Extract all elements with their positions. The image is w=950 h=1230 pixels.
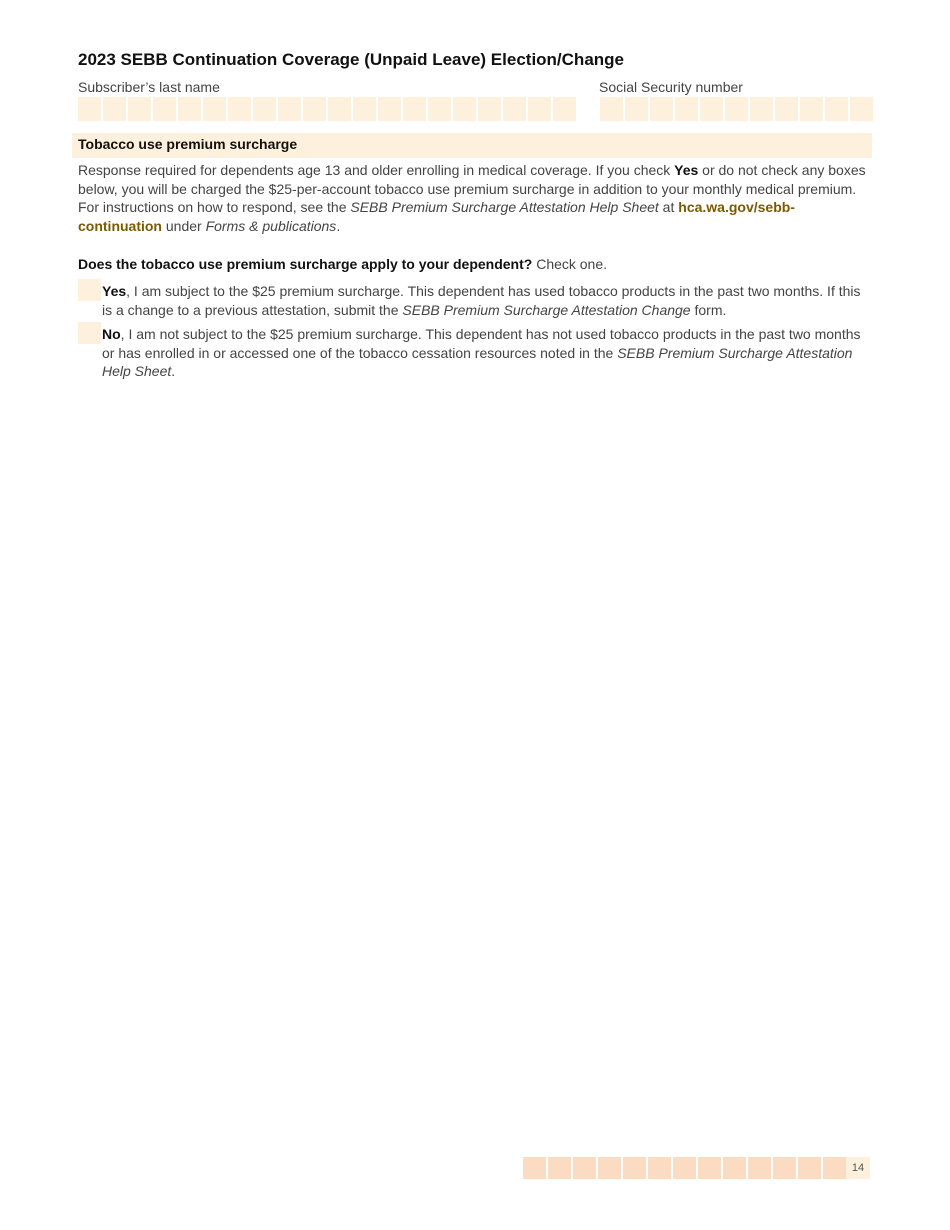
yes-checkbox[interactable] [78,279,101,301]
footer-code-box [823,1157,846,1179]
page-number: 14 [846,1157,870,1179]
last-name-char-box[interactable] [203,97,226,121]
yes-text-1: , I am subject to the $25 premium surcharge. This dependent has used tobacco products in the past two months. If this is a change to a previous attestation, submit the [102,283,861,318]
footer-code-box [523,1157,546,1179]
no-doc: SEBB Premium Surcharge Attestation Help Sheet [102,344,853,379]
yes-text [102,279,873,319]
last-name-char-box[interactable] [528,97,551,121]
footer-code-box [548,1157,571,1179]
last-name-char-box[interactable] [378,97,401,121]
last-name-label: Subscriber’s last name [78,79,220,95]
last-name-char-box[interactable] [328,97,351,121]
footer-code-box [598,1157,621,1179]
yes-label: Yes [102,283,127,299]
hca-link[interactable]: hca.wa.gov/sebb-continuation [78,199,795,234]
no-text-2: . [171,363,176,379]
para-text: or do not check any boxes below, you will be charged the $25-per-account tobacco use premium surcharge in addition to your monthly medical premium. For instructions on how to respond, see the [78,162,866,215]
section-heading: Tobacco use premium surcharge [72,133,872,158]
last-name-char-box[interactable] [503,97,526,121]
form-title: 2023 SEBB Continuation Coverage (Unpaid Leave) Election/Change [78,50,624,69]
help-sheet-title: SEBB Premium Surcharge Attestation Help Sheet [350,199,659,215]
footer-code-box [698,1157,721,1179]
ssn-digit-box[interactable] [625,97,648,121]
para-text: under [162,217,206,234]
ssn-digit-box[interactable] [600,97,623,121]
para-text: at [658,199,679,215]
last-name-char-box[interactable] [178,97,201,121]
last-name-char-box[interactable] [128,97,151,121]
no-text-1: , I am not subject to the $25 premium surcharge. This dependent has not used tobacco products in the past two months or has enrolled in or accessed one of the tobacco cessation resources noted in the [102,326,861,361]
last-name-char-box[interactable] [478,97,501,121]
last-name-char-box[interactable] [278,97,301,121]
ssn-digit-box[interactable] [850,97,873,121]
last-name-char-box[interactable] [553,97,576,121]
footer-code-box [723,1157,746,1179]
footer-code-boxes [523,1157,846,1179]
yes-doc: SEBB Premium Surcharge Attestation Change [402,301,691,318]
question-bold: Does the tobacco use premium surcharge apply to your dependent? [78,256,533,272]
no-text [102,322,873,381]
para-text: . [336,217,341,234]
footer-code-box [748,1157,771,1179]
last-name-char-box[interactable] [253,97,276,121]
option-no [78,322,873,381]
footer-code-box [623,1157,646,1179]
option-yes [78,279,873,319]
last-name-field[interactable] [78,97,576,121]
ssn-digit-box[interactable] [825,97,848,121]
last-name-char-box[interactable] [103,97,126,121]
last-name-char-box[interactable] [453,97,476,121]
yes-text-2: form. [690,301,727,318]
para-text: Response required for dependents age 13 and older enrolling in medical coverage. If you check [78,162,675,178]
ssn-label: Social Security number [599,79,743,95]
last-name-char-box[interactable] [153,97,176,121]
last-name-char-box[interactable] [78,97,101,121]
question-rest: Check one. [532,256,608,272]
ssn-field[interactable] [600,97,873,121]
footer-code-box [798,1157,821,1179]
ssn-digit-box[interactable] [800,97,823,121]
no-label: No [102,326,121,342]
ssn-digit-box[interactable] [700,97,723,121]
footer-code-box [673,1157,696,1179]
footer-code-box [773,1157,796,1179]
no-checkbox[interactable] [78,322,101,344]
last-name-char-box[interactable] [428,97,451,121]
last-name-char-box[interactable] [403,97,426,121]
footer-code-box [573,1157,596,1179]
question [78,256,607,272]
ssn-digit-box[interactable] [725,97,748,121]
para-yes: Yes [674,162,699,178]
forms-publications: Forms & publications [205,217,337,234]
ssn-digit-box[interactable] [650,97,673,121]
instructions-paragraph [78,161,868,235]
last-name-char-box[interactable] [353,97,376,121]
ssn-digit-box[interactable] [750,97,773,121]
ssn-digit-box[interactable] [775,97,798,121]
footer-code-box [648,1157,671,1179]
last-name-char-box[interactable] [303,97,326,121]
ssn-digit-box[interactable] [675,97,698,121]
last-name-char-box[interactable] [228,97,251,121]
